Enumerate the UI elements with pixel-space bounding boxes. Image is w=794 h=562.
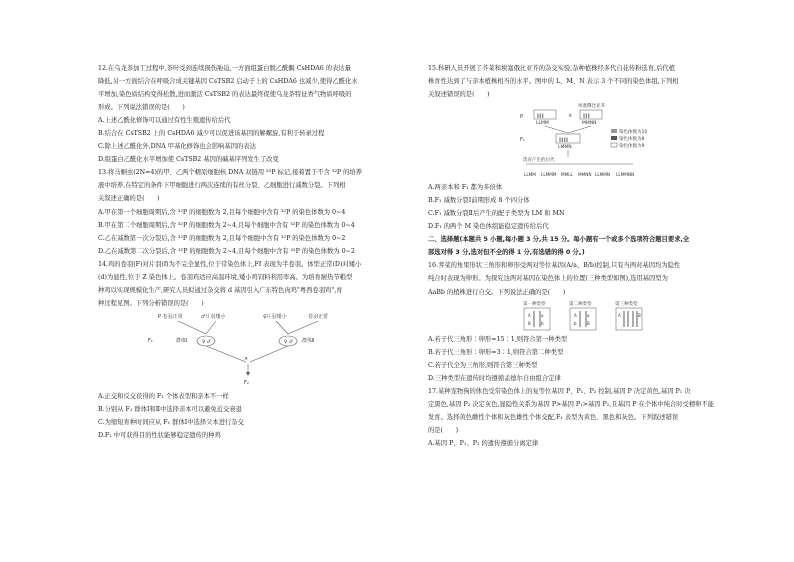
q16-line: AaBb 的植株进行自交。下列说法正确的是( ) bbox=[428, 288, 566, 296]
question-14 bbox=[98, 258, 398, 310]
breeding-diagram-svg bbox=[98, 310, 398, 390]
type-2-box bbox=[570, 308, 596, 330]
q16-gene-types-diagram bbox=[428, 299, 724, 333]
f1-lmmn-label: LMMN bbox=[558, 145, 572, 151]
offspring-2: LLMMM bbox=[541, 172, 557, 178]
f2-label: F₂ bbox=[244, 379, 249, 386]
question-15-options bbox=[428, 181, 724, 233]
section-2-heading bbox=[428, 233, 724, 259]
p-label: P bbox=[520, 114, 524, 121]
allele-label: a bbox=[587, 312, 590, 318]
q13-option-c: C.乙在减数第一次分裂后,含 ³²P 的细胞数为 2,且每个细胞中含有 ³²P 的染色体数为 0~2 bbox=[98, 234, 346, 242]
parent-top-label: 埃塞俄比亚芥 bbox=[578, 104, 605, 110]
parent-llmm-label: LLMM bbox=[536, 121, 549, 127]
allele-label: a bbox=[541, 312, 544, 318]
type-3-box bbox=[616, 308, 642, 330]
q16-option-b: B.若子代三角形∶卵形=3∶1,则符合第二种类型 bbox=[428, 348, 564, 356]
offspring-3: MMLL bbox=[561, 172, 573, 178]
p-left-label: P 卷羽正常 bbox=[158, 313, 183, 320]
parent-mmnn-label: MMNN bbox=[582, 121, 597, 127]
p-mid-label: ♂片羽矮小 bbox=[201, 313, 226, 320]
q12-line: 降低,另一方面结合在呼吸合成关键基因 CsTSB2 启动子上的 CsHDA6 也减少,使得乙酰化水 bbox=[98, 78, 358, 86]
q13-option-b: B.甲在第二个细胞周期后,含 ³²P 的细胞数为 2~4,且每个细胞中含有 ³²P 的染色体数为 0~4 bbox=[98, 221, 355, 229]
p-right-label: ♀片羽矮小 bbox=[263, 313, 287, 320]
cross-line bbox=[545, 126, 568, 133]
allele-label: b bbox=[574, 320, 577, 326]
question-17 bbox=[428, 385, 724, 450]
question-14-options bbox=[98, 390, 398, 442]
section-heading-line: 二、选择题(本题共 5 小题,每小题 3 分,共 15 分。每小题有一个或多个选项符合题目要求,全 bbox=[428, 236, 690, 244]
q17-line: 发育。选择黄色雌性个体和灰色雄性个体交配,F₁ 表型为黄色、黑色和灰色。下列叙述错误 bbox=[428, 413, 679, 421]
cross-line bbox=[250, 346, 288, 362]
offspring-5: LLMMN bbox=[595, 172, 611, 178]
right-column bbox=[428, 62, 724, 450]
cross-line bbox=[276, 321, 288, 334]
allele-label: A bbox=[528, 312, 531, 318]
q12-option-d: D.组蛋白乙酰化水平增加使 CsTSB2 基因的碱基序列发生了改变 bbox=[98, 156, 279, 164]
q14-option-d: D.F₂ 中可获得目的性状能够稳定遗传的种鸡 bbox=[98, 432, 221, 440]
offspring-1: LLMM bbox=[524, 172, 536, 178]
q16-option-c: C.若子代全为三角形,则符合第三种类型 bbox=[428, 361, 538, 369]
allele-label: A bbox=[618, 312, 621, 318]
arrow-head bbox=[246, 372, 250, 376]
legend-swatch-8 bbox=[611, 136, 617, 140]
q12-line: 12.在乌龙茶加工过程中,茶叶受到连续损伤胁迫,一方面组蛋白脱乙酰酶 CsHDA6 的表达量 bbox=[98, 65, 351, 72]
q13-option-d: D.乙在减数第二次分裂后,含 ³²P 的细胞数为 2~4,且每个细胞中含有 ³²P 的染色体数为 0~2 bbox=[98, 247, 355, 255]
q13-option-a: A.甲在第一个细胞周期后,含 ³²P 的细胞数为 2,且每个细胞中含有 ³²P 的染色体数为 0~4 bbox=[98, 208, 346, 216]
allele-label: B bbox=[587, 320, 590, 326]
q15-line: 株育性达到了与亲本植株相当的水平。图中的 L、M、N 表示 3 个不同的染色体组,下列相 bbox=[428, 78, 679, 86]
cross-line bbox=[568, 126, 591, 133]
question-15 bbox=[428, 62, 724, 101]
allele-label: B bbox=[638, 312, 641, 318]
legend-8: 染色体数为8 bbox=[619, 137, 645, 143]
q14-line: (d)为显性,位于 Z 染色体上。卷羽鸡适应高温环境,矮小鸡饲料利用率高。为培育耐热节粮型 bbox=[98, 273, 353, 281]
q12-line: 平增加,染色质结构变得松散,进而激活 CsTSB2 的表达最终促使乌龙茶特征香气物质呼吸的 bbox=[98, 91, 352, 99]
group-1-symbols: ♀ ♂ bbox=[202, 339, 211, 345]
gene-types-svg bbox=[428, 299, 724, 333]
q14-line: 14.鸡的卷羽(F)对片羽(f)为不完全显性,位于常染色体上,Ff 表现为半卷羽。体型正常(D)对矮小 bbox=[98, 260, 362, 268]
q15-option-d: D.F₁ 的两个 M 染色体组能稳定遗传给后代 bbox=[428, 223, 549, 231]
q16-option-a: A.若子代三角形∶卵形=15∶1,则符合第一种类型 bbox=[428, 335, 568, 343]
q15-hybrid-diagram bbox=[428, 101, 724, 181]
legend-swatch-10 bbox=[611, 129, 617, 133]
q15-line: 关叙述错误的是( ) bbox=[428, 91, 490, 99]
p-far-label: 卷羽正常 bbox=[308, 313, 329, 320]
select-label: 选育产生的后代 bbox=[523, 158, 555, 164]
allele-label: B bbox=[528, 320, 531, 326]
q15-line: 15.科研人员开展了芥菜和埃塞俄比亚芥的杂交实验,杂种植株经多代自花传粉选育,后代植 bbox=[428, 65, 676, 72]
section-heading-line: 部选对得 3 分,选对但不全的得 1 分,有选错的得 0 分。) bbox=[428, 249, 585, 257]
q15-option-b: B.F₁ 减数分裂Ⅰ前期形成 8 个四分体 bbox=[428, 197, 530, 205]
question-16-options bbox=[428, 333, 724, 385]
q15-option-c: C.F₁ 减数分裂Ⅱ后产生的配子类型为 LM 和 MN bbox=[428, 210, 565, 218]
cross-line bbox=[206, 346, 249, 362]
f1-label: F₁ bbox=[520, 137, 525, 144]
allele-label: b bbox=[541, 320, 544, 326]
q12-line: 形成。下列说法错误的是( ) bbox=[98, 104, 185, 112]
q12-option-c: C.除上述乙酰化外,DNA 甲基化修饰也会影响基因的表达 bbox=[98, 143, 256, 151]
q17-option-a: A.基因 P、P₁、P₂ 的遗传遵循分离定律 bbox=[428, 439, 539, 447]
q13-line: 13.将马蛔虫(2N=4)的甲、乙两个精原细胞核 DNA 双链用 ³²P 标记,接着置于不含 ³²P 的培养 bbox=[98, 169, 363, 177]
q13-line: 液中培养,在特定的条件下甲细胞进行两次连续的有丝分裂、乙细胞进行减数分裂。下列相 bbox=[98, 182, 346, 190]
legend-10: 染色体数为10 bbox=[619, 130, 648, 136]
q13-line: 关叙述正确的是( ) bbox=[98, 195, 160, 203]
question-12 bbox=[98, 62, 398, 166]
f1-symbol-box: ‖‖‖‖ bbox=[559, 138, 568, 144]
q16-line: 16.荠菜的角果形状三角形和卵形受两对等位基因(A/a、B/b)控制,只有当两对基因均为隐性 bbox=[428, 262, 681, 270]
cross-symbol: × bbox=[568, 113, 573, 120]
type-3-title: 第三种类型 bbox=[615, 301, 638, 307]
hybrid-diagram-svg bbox=[428, 101, 724, 181]
cross-line bbox=[206, 321, 216, 334]
q12-option-a: A.上述乙酰化修饰可以通过有性生殖遗传给后代 bbox=[98, 117, 231, 125]
parent-symbol-box: ‖‖‖ bbox=[583, 114, 590, 120]
cross-line bbox=[288, 321, 318, 334]
q14-option-b: B.分别从 F₁ 群体Ⅰ和Ⅱ中选择亲本可以避免近交衰退 bbox=[98, 405, 242, 413]
group-2-symbols: ♀ ♂ bbox=[284, 339, 293, 345]
legend-swatch-9 bbox=[611, 143, 617, 147]
q14-line: 种过程见图。下列分析错误的是( ) bbox=[98, 299, 204, 307]
q14-option-c: C.为缩短育种时间应从 F₁ 群体Ⅰ中选择父本进行杂交 bbox=[98, 418, 244, 426]
q16-line: 纯合时表现为卵形。为探究这两对基因在染色体上的位置(三种类型如图),选用基因型为 bbox=[428, 275, 668, 283]
q17-line: 17.某种宠物狗的体色受常染色体上的复等位基因 P、P₁、P₂ 控制,基因 P 决定黄色,基因 P₁ 决 bbox=[428, 387, 691, 395]
type-2-title: 第二种类型 bbox=[569, 301, 592, 307]
q17-line: 定黑色,基因 P₂ 决定灰色,显隐性关系为基因 P>基因 P₁>基因 P₂,且基因 P 在个体中纯合时受精卵不能 bbox=[428, 400, 715, 408]
q15-option-a: A.两亲本和 F₁ 都为多倍体 bbox=[428, 184, 503, 192]
type-1-box bbox=[524, 308, 550, 330]
group-1-label: 群体Ⅰ bbox=[176, 337, 188, 344]
cross-line bbox=[178, 321, 206, 334]
q14-breeding-diagram bbox=[98, 310, 398, 390]
offspring-6: LLMMNN bbox=[616, 172, 635, 178]
group-2-label: 群体Ⅱ bbox=[302, 337, 315, 344]
q14-option-a: A.正交和反交获得的 F₁ 个体表型和亲本不一样 bbox=[98, 392, 229, 400]
q17-line: 的是( ) bbox=[428, 426, 459, 434]
type-1-title: 第一种类型 bbox=[523, 301, 546, 307]
q16-option-d: D.三种类型在遗传时均遵循孟德尔自由组合定律 bbox=[428, 374, 561, 382]
offspring-4: MMNN bbox=[578, 172, 592, 178]
question-16 bbox=[428, 259, 724, 298]
q12-option-b: B.结合在 CsTSB2 上的 CsHDA6 减少可以促进该基因的解螺旋,有利于转录过程 bbox=[98, 130, 325, 138]
allele-label: A bbox=[574, 312, 577, 318]
cross-symbol: × bbox=[244, 355, 249, 362]
f1-label: F₁ bbox=[148, 337, 153, 344]
q14-line: 种鸡以实现规模化生产,研究人员拟通过杂交将 d 基因引入广东特色肉鸡"粤西卷羽鸡",育 bbox=[98, 286, 343, 294]
legend-9: 染色体数为9 bbox=[619, 144, 645, 150]
question-13 bbox=[98, 166, 398, 257]
parent-symbol-box: ‖‖‖ bbox=[537, 114, 544, 120]
left-column bbox=[98, 62, 398, 442]
